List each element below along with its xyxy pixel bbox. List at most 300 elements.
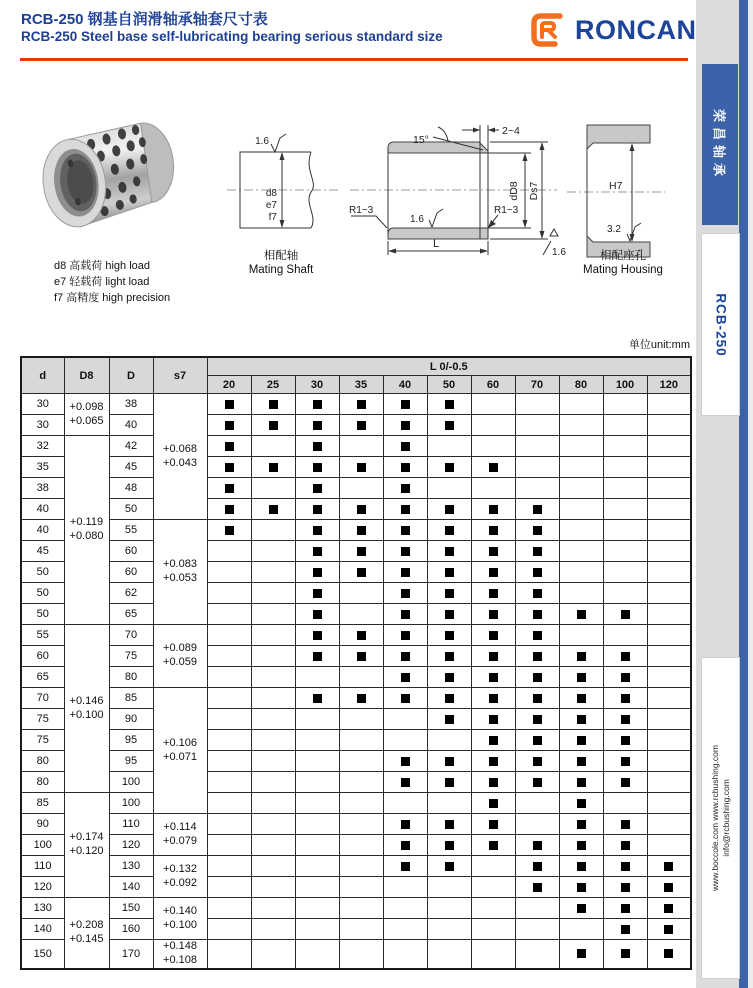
unit-label: 单位unit:mm	[628, 339, 690, 351]
availability-cell	[295, 667, 339, 688]
availability-square	[269, 421, 278, 430]
availability-square	[401, 862, 410, 871]
D-cell: 75	[109, 646, 153, 667]
finish-value: 1.6	[255, 136, 269, 147]
availability-square	[489, 757, 498, 766]
availability-cell	[603, 688, 647, 709]
availability-cell	[647, 751, 691, 772]
availability-cell	[339, 415, 383, 436]
availability-square	[401, 820, 410, 829]
availability-cell	[207, 415, 251, 436]
availability-cell	[339, 709, 383, 730]
availability-square	[489, 715, 498, 724]
availability-square	[577, 757, 586, 766]
availability-cell	[207, 436, 251, 457]
availability-square	[621, 925, 630, 934]
availability-square	[313, 694, 322, 703]
d-cell: 90	[21, 814, 64, 835]
s7-tolerance-cell: +0.114 +0.079	[153, 814, 207, 856]
d-cell: 50	[21, 562, 64, 583]
availability-cell	[207, 604, 251, 625]
availability-cell	[339, 583, 383, 604]
availability-square	[489, 631, 498, 640]
l-col-header: 120	[647, 376, 691, 394]
availability-cell	[603, 751, 647, 772]
availability-cell	[339, 940, 383, 969]
availability-cell	[647, 520, 691, 541]
availability-cell	[295, 835, 339, 856]
availability-square	[225, 484, 234, 493]
availability-cell	[207, 562, 251, 583]
availability-square	[489, 547, 498, 556]
D-cell: 140	[109, 877, 153, 898]
availability-cell	[603, 562, 647, 583]
availability-square	[621, 841, 630, 850]
availability-square	[489, 526, 498, 535]
D-cell: 50	[109, 499, 153, 520]
d-cell: 60	[21, 646, 64, 667]
availability-cell	[251, 478, 295, 499]
availability-cell	[559, 667, 603, 688]
availability-cell	[251, 625, 295, 646]
availability-cell	[515, 856, 559, 877]
availability-cell	[207, 814, 251, 835]
availability-square	[445, 778, 454, 787]
availability-square	[401, 652, 410, 661]
availability-cell	[295, 394, 339, 415]
availability-square	[357, 400, 366, 409]
table-row	[21, 520, 691, 541]
availability-cell	[647, 898, 691, 919]
availability-cell	[471, 562, 515, 583]
availability-cell	[515, 415, 559, 436]
chamfer-dim: 2~4	[502, 125, 520, 137]
availability-cell	[251, 730, 295, 751]
availability-cell	[251, 394, 295, 415]
availability-square	[313, 652, 322, 661]
availability-square	[401, 694, 410, 703]
availability-square	[489, 610, 498, 619]
availability-square	[401, 484, 410, 493]
D-cell: 65	[109, 604, 153, 625]
availability-square	[489, 589, 498, 598]
availability-cell	[603, 604, 647, 625]
availability-cell	[603, 856, 647, 877]
availability-square	[313, 484, 322, 493]
availability-cell	[427, 499, 471, 520]
availability-cell	[339, 814, 383, 835]
availability-square	[621, 883, 630, 892]
availability-cell	[647, 499, 691, 520]
page-title-en: RCB-250 Steel base self-lubricating bearing serious standard size	[21, 29, 443, 44]
availability-square	[313, 505, 322, 514]
availability-cell	[207, 793, 251, 814]
availability-square	[401, 841, 410, 850]
availability-cell	[559, 751, 603, 772]
availability-square	[621, 673, 630, 682]
D-cell: 42	[109, 436, 153, 457]
availability-square	[313, 568, 322, 577]
availability-cell	[515, 730, 559, 751]
availability-cell	[471, 415, 515, 436]
table-row	[21, 604, 691, 625]
table-row	[21, 646, 691, 667]
availability-cell	[251, 646, 295, 667]
availability-cell	[207, 457, 251, 478]
availability-cell	[295, 730, 339, 751]
fit-label: d8	[265, 188, 277, 199]
availability-cell	[207, 625, 251, 646]
D-cell: 48	[109, 478, 153, 499]
availability-cell	[647, 625, 691, 646]
availability-cell	[251, 415, 295, 436]
availability-square	[621, 736, 630, 745]
availability-cell	[427, 394, 471, 415]
availability-cell	[427, 898, 471, 919]
availability-square	[225, 505, 234, 514]
availability-cell	[427, 835, 471, 856]
availability-square	[489, 568, 498, 577]
l-col-header: 35	[339, 376, 383, 394]
availability-cell	[251, 562, 295, 583]
availability-square	[445, 421, 454, 430]
availability-cell	[559, 436, 603, 457]
availability-square	[577, 799, 586, 808]
availability-cell	[427, 520, 471, 541]
availability-cell	[339, 499, 383, 520]
availability-cell	[603, 436, 647, 457]
table-row	[21, 877, 691, 898]
availability-cell	[383, 415, 427, 436]
availability-cell	[207, 478, 251, 499]
availability-cell	[647, 772, 691, 793]
availability-square	[445, 820, 454, 829]
availability-cell	[471, 520, 515, 541]
availability-cell	[295, 562, 339, 583]
table-row	[21, 688, 691, 709]
col-header-D: D	[109, 357, 153, 394]
d-cell: 100	[21, 835, 64, 856]
availability-cell	[647, 667, 691, 688]
availability-cell	[383, 562, 427, 583]
availability-cell	[603, 646, 647, 667]
table-row	[21, 772, 691, 793]
availability-cell	[603, 730, 647, 751]
radius-dim: R1~3	[494, 205, 519, 216]
availability-cell	[383, 772, 427, 793]
availability-cell	[647, 604, 691, 625]
table-row	[21, 499, 691, 520]
availability-square	[533, 505, 542, 514]
availability-cell	[515, 667, 559, 688]
availability-cell	[295, 772, 339, 793]
roncan-mark-icon	[527, 9, 569, 51]
availability-square	[445, 757, 454, 766]
availability-cell	[207, 709, 251, 730]
availability-square	[577, 673, 586, 682]
l-col-header: 70	[515, 376, 559, 394]
availability-cell	[427, 877, 471, 898]
d8-tolerance-cell: +0.208 +0.145	[64, 898, 109, 969]
availability-square	[577, 883, 586, 892]
availability-cell	[383, 898, 427, 919]
availability-cell	[295, 604, 339, 625]
availability-cell	[427, 478, 471, 499]
page-title-zh: RCB-250 钢基自润滑轴承轴套尺寸表	[21, 11, 268, 28]
availability-cell	[295, 793, 339, 814]
availability-square	[577, 715, 586, 724]
availability-cell	[383, 814, 427, 835]
availability-cell	[471, 814, 515, 835]
fit-label: f7	[268, 212, 277, 223]
availability-cell	[471, 604, 515, 625]
availability-cell	[559, 478, 603, 499]
s7-tolerance-cell: +0.140 +0.100	[153, 898, 207, 940]
availability-cell	[295, 541, 339, 562]
availability-square	[621, 820, 630, 829]
availability-cell	[603, 394, 647, 415]
spec-line: e7 轻载荷 light load	[54, 276, 150, 288]
availability-cell	[647, 478, 691, 499]
availability-cell	[251, 583, 295, 604]
D-cell: 150	[109, 898, 153, 919]
availability-cell	[647, 793, 691, 814]
availability-cell	[295, 856, 339, 877]
availability-cell	[383, 793, 427, 814]
availability-cell	[559, 457, 603, 478]
availability-cell	[471, 772, 515, 793]
s7-tolerance-cell: +0.106 +0.071	[153, 688, 207, 814]
availability-square	[357, 652, 366, 661]
availability-cell	[339, 562, 383, 583]
availability-cell	[295, 646, 339, 667]
availability-cell	[471, 457, 515, 478]
availability-cell	[471, 919, 515, 940]
availability-cell	[427, 583, 471, 604]
availability-cell	[383, 394, 427, 415]
availability-cell	[295, 688, 339, 709]
availability-cell	[647, 583, 691, 604]
availability-cell	[515, 898, 559, 919]
availability-cell	[207, 751, 251, 772]
availability-cell	[383, 688, 427, 709]
availability-square	[313, 400, 322, 409]
d-cell: 120	[21, 877, 64, 898]
table-row	[21, 415, 691, 436]
availability-cell	[295, 625, 339, 646]
availability-cell	[295, 709, 339, 730]
table-row	[21, 709, 691, 730]
availability-cell	[515, 541, 559, 562]
availability-cell	[647, 688, 691, 709]
availability-square	[445, 841, 454, 850]
radius-dim: R1~3	[349, 205, 374, 216]
availability-square	[313, 421, 322, 430]
availability-cell	[339, 394, 383, 415]
availability-cell	[515, 940, 559, 969]
availability-cell	[647, 415, 691, 436]
d-cell: 150	[21, 940, 64, 969]
fit-label: e7	[265, 200, 277, 211]
D-cell: 55	[109, 520, 153, 541]
d-cell: 55	[21, 625, 64, 646]
d-cell: 140	[21, 919, 64, 940]
availability-cell	[251, 688, 295, 709]
availability-square	[533, 568, 542, 577]
availability-square	[664, 883, 673, 892]
D-cell: 100	[109, 772, 153, 793]
availability-cell	[559, 730, 603, 751]
availability-square	[621, 610, 630, 619]
shaft-drawing	[225, 130, 343, 234]
availability-square	[664, 949, 673, 958]
availability-square	[577, 904, 586, 913]
availability-cell	[515, 436, 559, 457]
angle-dim: 15°	[413, 134, 429, 146]
d-cell: 110	[21, 856, 64, 877]
availability-cell	[603, 541, 647, 562]
availability-cell	[559, 562, 603, 583]
availability-cell	[207, 730, 251, 751]
availability-square	[489, 673, 498, 682]
availability-cell	[383, 499, 427, 520]
shaft-caption: 相配轴 Mating Shaft	[248, 250, 314, 276]
availability-cell	[427, 730, 471, 751]
availability-square	[225, 526, 234, 535]
availability-square	[225, 400, 234, 409]
availability-cell	[471, 940, 515, 969]
col-header-d: d	[21, 357, 64, 394]
availability-cell	[251, 940, 295, 969]
availability-cell	[559, 898, 603, 919]
D-cell: 62	[109, 583, 153, 604]
availability-square	[533, 883, 542, 892]
d-cell: 130	[21, 898, 64, 919]
availability-cell	[383, 751, 427, 772]
spec-line: f7 高精度 high precision	[54, 292, 171, 304]
availability-square	[621, 862, 630, 871]
availability-cell	[515, 919, 559, 940]
availability-cell	[559, 877, 603, 898]
availability-cell	[339, 478, 383, 499]
availability-cell	[603, 709, 647, 730]
availability-cell	[251, 856, 295, 877]
availability-square	[664, 862, 673, 871]
s7-tolerance-cell: +0.083 +0.053	[153, 520, 207, 625]
availability-cell	[383, 730, 427, 751]
D-cell: 170	[109, 940, 153, 969]
availability-cell	[647, 940, 691, 969]
finish-value: 1.6	[410, 214, 424, 225]
availability-square	[489, 799, 498, 808]
availability-cell	[207, 940, 251, 969]
availability-square	[313, 463, 322, 472]
od-dim: Ds7	[528, 181, 540, 201]
availability-cell	[515, 562, 559, 583]
availability-cell	[647, 856, 691, 877]
availability-square	[401, 568, 410, 577]
availability-square	[401, 442, 410, 451]
availability-cell	[383, 877, 427, 898]
availability-square	[269, 400, 278, 409]
availability-cell	[295, 751, 339, 772]
availability-square	[357, 568, 366, 577]
availability-cell	[207, 394, 251, 415]
availability-square	[445, 652, 454, 661]
availability-cell	[471, 793, 515, 814]
availability-cell	[295, 415, 339, 436]
table-row	[21, 562, 691, 583]
availability-cell	[471, 646, 515, 667]
availability-square	[401, 610, 410, 619]
availability-cell	[471, 856, 515, 877]
availability-cell	[251, 793, 295, 814]
availability-square	[401, 421, 410, 430]
availability-square	[621, 652, 630, 661]
availability-square	[489, 652, 498, 661]
D-cell: 40	[109, 415, 153, 436]
availability-cell	[383, 835, 427, 856]
availability-square	[577, 949, 586, 958]
col-header-s7: s7	[153, 357, 207, 394]
D-cell: 130	[109, 856, 153, 877]
availability-square	[401, 778, 410, 787]
availability-square	[445, 673, 454, 682]
s7-tolerance-cell: +0.132 +0.092	[153, 856, 207, 898]
availability-cell	[427, 667, 471, 688]
availability-cell	[647, 835, 691, 856]
availability-cell	[207, 499, 251, 520]
availability-cell	[603, 772, 647, 793]
availability-cell	[603, 667, 647, 688]
availability-square	[445, 862, 454, 871]
availability-square	[401, 505, 410, 514]
availability-cell	[559, 604, 603, 625]
availability-cell	[207, 772, 251, 793]
availability-square	[489, 505, 498, 514]
availability-square	[533, 631, 542, 640]
availability-square	[577, 841, 586, 850]
availability-cell	[471, 436, 515, 457]
availability-square	[445, 463, 454, 472]
availability-square	[313, 631, 322, 640]
housing-caption: 相配座孔 Mating Housing	[583, 250, 663, 276]
availability-cell	[603, 457, 647, 478]
availability-cell	[251, 751, 295, 772]
availability-cell	[515, 625, 559, 646]
fit-spec-list	[54, 258, 170, 306]
availability-cell	[339, 625, 383, 646]
availability-cell	[647, 457, 691, 478]
availability-square	[577, 820, 586, 829]
table-row	[21, 436, 691, 457]
availability-cell	[647, 562, 691, 583]
availability-cell	[603, 898, 647, 919]
availability-cell	[207, 667, 251, 688]
availability-cell	[427, 688, 471, 709]
availability-square	[401, 589, 410, 598]
availability-cell	[295, 457, 339, 478]
availability-cell	[427, 604, 471, 625]
availability-cell	[471, 667, 515, 688]
availability-square	[313, 547, 322, 556]
availability-cell	[295, 499, 339, 520]
d-cell: 50	[21, 604, 64, 625]
availability-cell	[427, 646, 471, 667]
availability-square	[445, 610, 454, 619]
availability-square	[269, 463, 278, 472]
availability-cell	[559, 688, 603, 709]
